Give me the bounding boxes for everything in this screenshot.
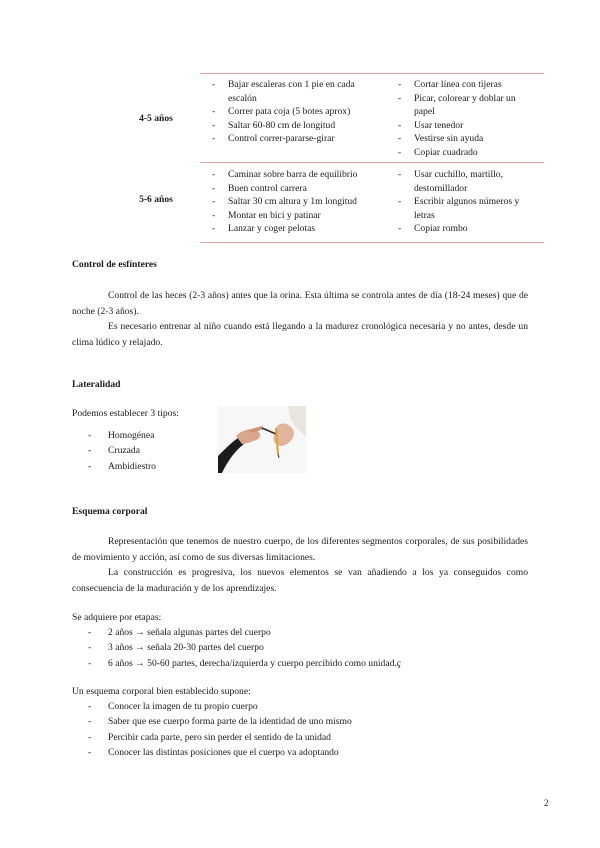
lateralidad-intro: Podemos establecer 3 tipos: bbox=[72, 408, 179, 419]
paragraph: Representación que tenemos de nuestro cuerpo, de los diferentes segmentos corporales, de sus posibilidades de movimiento y acción, así como de sus diversas limitaciones. bbox=[72, 536, 528, 563]
list-item: - Correr pata coja (5 botes aprox) bbox=[212, 105, 382, 119]
esquema-body bbox=[72, 534, 528, 596]
section-title-lateralidad: Lateralidad bbox=[72, 379, 121, 390]
list-item: - Saltar 30 cm altura y 1m longitud bbox=[212, 195, 387, 209]
section-title-esfinteres: Control de esfínteres bbox=[72, 259, 157, 270]
list-item: - Usar tenedor bbox=[398, 119, 538, 133]
list-item: - Conocer la imagen de tu propio cuerpo bbox=[88, 699, 352, 714]
row-5-6-motor-list bbox=[212, 168, 387, 236]
table-middle-rule bbox=[200, 162, 544, 163]
age-label-5-6: 5-6 años bbox=[139, 194, 173, 205]
esfinteres-body bbox=[72, 288, 528, 350]
list-item: - Saber que ese cuerpo forma parte de la identidad de uno mismo bbox=[88, 714, 352, 729]
list-item: - Usar cuchillo, martillo, destornillador bbox=[398, 168, 538, 195]
list-item: - Ambidiestro bbox=[88, 459, 156, 474]
list-item: - Copiar cuadrado bbox=[398, 146, 538, 160]
row-5-6-fine-motor-list bbox=[398, 168, 538, 236]
list-item: - Cruzada bbox=[88, 443, 156, 458]
supone-intro: Un esquema corporal bien establecido supone: bbox=[72, 686, 251, 697]
section-title-esquema-corporal: Esquema corporal bbox=[72, 506, 148, 517]
age-label-4-5: 4-5 años bbox=[139, 113, 173, 124]
lateralidad-list bbox=[88, 428, 156, 474]
list-item: - Buen control carrera bbox=[212, 182, 387, 196]
list-item: - Homogénea bbox=[88, 428, 156, 443]
list-item: - 6 años → 50-60 partes, derecha/izquierda y cuerpo percibido como unidad.ç bbox=[88, 656, 401, 671]
supone-list bbox=[88, 699, 352, 761]
paragraph: Es necesario entrenar al niño cuando está llegando a la madurez cronológica necesaria y no antes, desde un clima lúdico y relajado. bbox=[72, 321, 528, 348]
list-item: - Saltar 60-80 cm de longitud bbox=[212, 119, 382, 133]
list-item: - Bajar escaleras con 1 pie en cada escalón bbox=[212, 78, 382, 105]
list-item: - Caminar sobre barra de equilibrio bbox=[212, 168, 387, 182]
etapas-list bbox=[88, 625, 401, 671]
page-number: 2 bbox=[544, 798, 549, 808]
row-4-5-fine-motor-list bbox=[398, 78, 538, 160]
paragraph: Control de las heces (2-3 años) antes que la orina. Esta última se controla antes de día (18-24 meses) que de noche (2-3 años). bbox=[72, 290, 528, 317]
list-item: - 3 años → señala 20-30 partes del cuerpo bbox=[88, 640, 401, 655]
list-item: - Lanzar y coger pelotas bbox=[212, 222, 387, 236]
list-item: - Escribir algunos números y letras bbox=[398, 195, 538, 222]
etapas-intro: Se adquiere por etapas: bbox=[72, 612, 162, 623]
list-item: - Conocer las distintas posiciones que el cuerpo va adoptando bbox=[88, 745, 352, 760]
list-item: - Percibir cada parte, pero sin perder el sentido de la unidad bbox=[88, 730, 352, 745]
row-4-5-motor-list bbox=[212, 78, 382, 146]
hands-writing-photo bbox=[218, 406, 306, 473]
table-bottom-rule bbox=[200, 242, 544, 243]
list-item: - Cortar línea con tijeras bbox=[398, 78, 538, 92]
paragraph: La construcción es progresiva, los nuevos elementos se van añadiendo a los ya conseguidos como consecuencia de la maduración y de los aprendizajes. bbox=[72, 567, 528, 594]
list-item: - Picar, colorear y doblar un papel bbox=[398, 92, 538, 119]
list-item: - 2 años → señala algunas partes del cuerpo bbox=[88, 625, 401, 640]
list-item: - Control correr-pararse-girar bbox=[212, 132, 382, 146]
list-item: - Montar en bici y patinar bbox=[212, 209, 387, 223]
list-item: - Copiar rombo bbox=[398, 222, 538, 236]
list-item: - Vestirse sin ayuda bbox=[398, 132, 538, 146]
table-top-rule bbox=[200, 73, 544, 74]
hands-writing-illustration bbox=[218, 406, 306, 473]
